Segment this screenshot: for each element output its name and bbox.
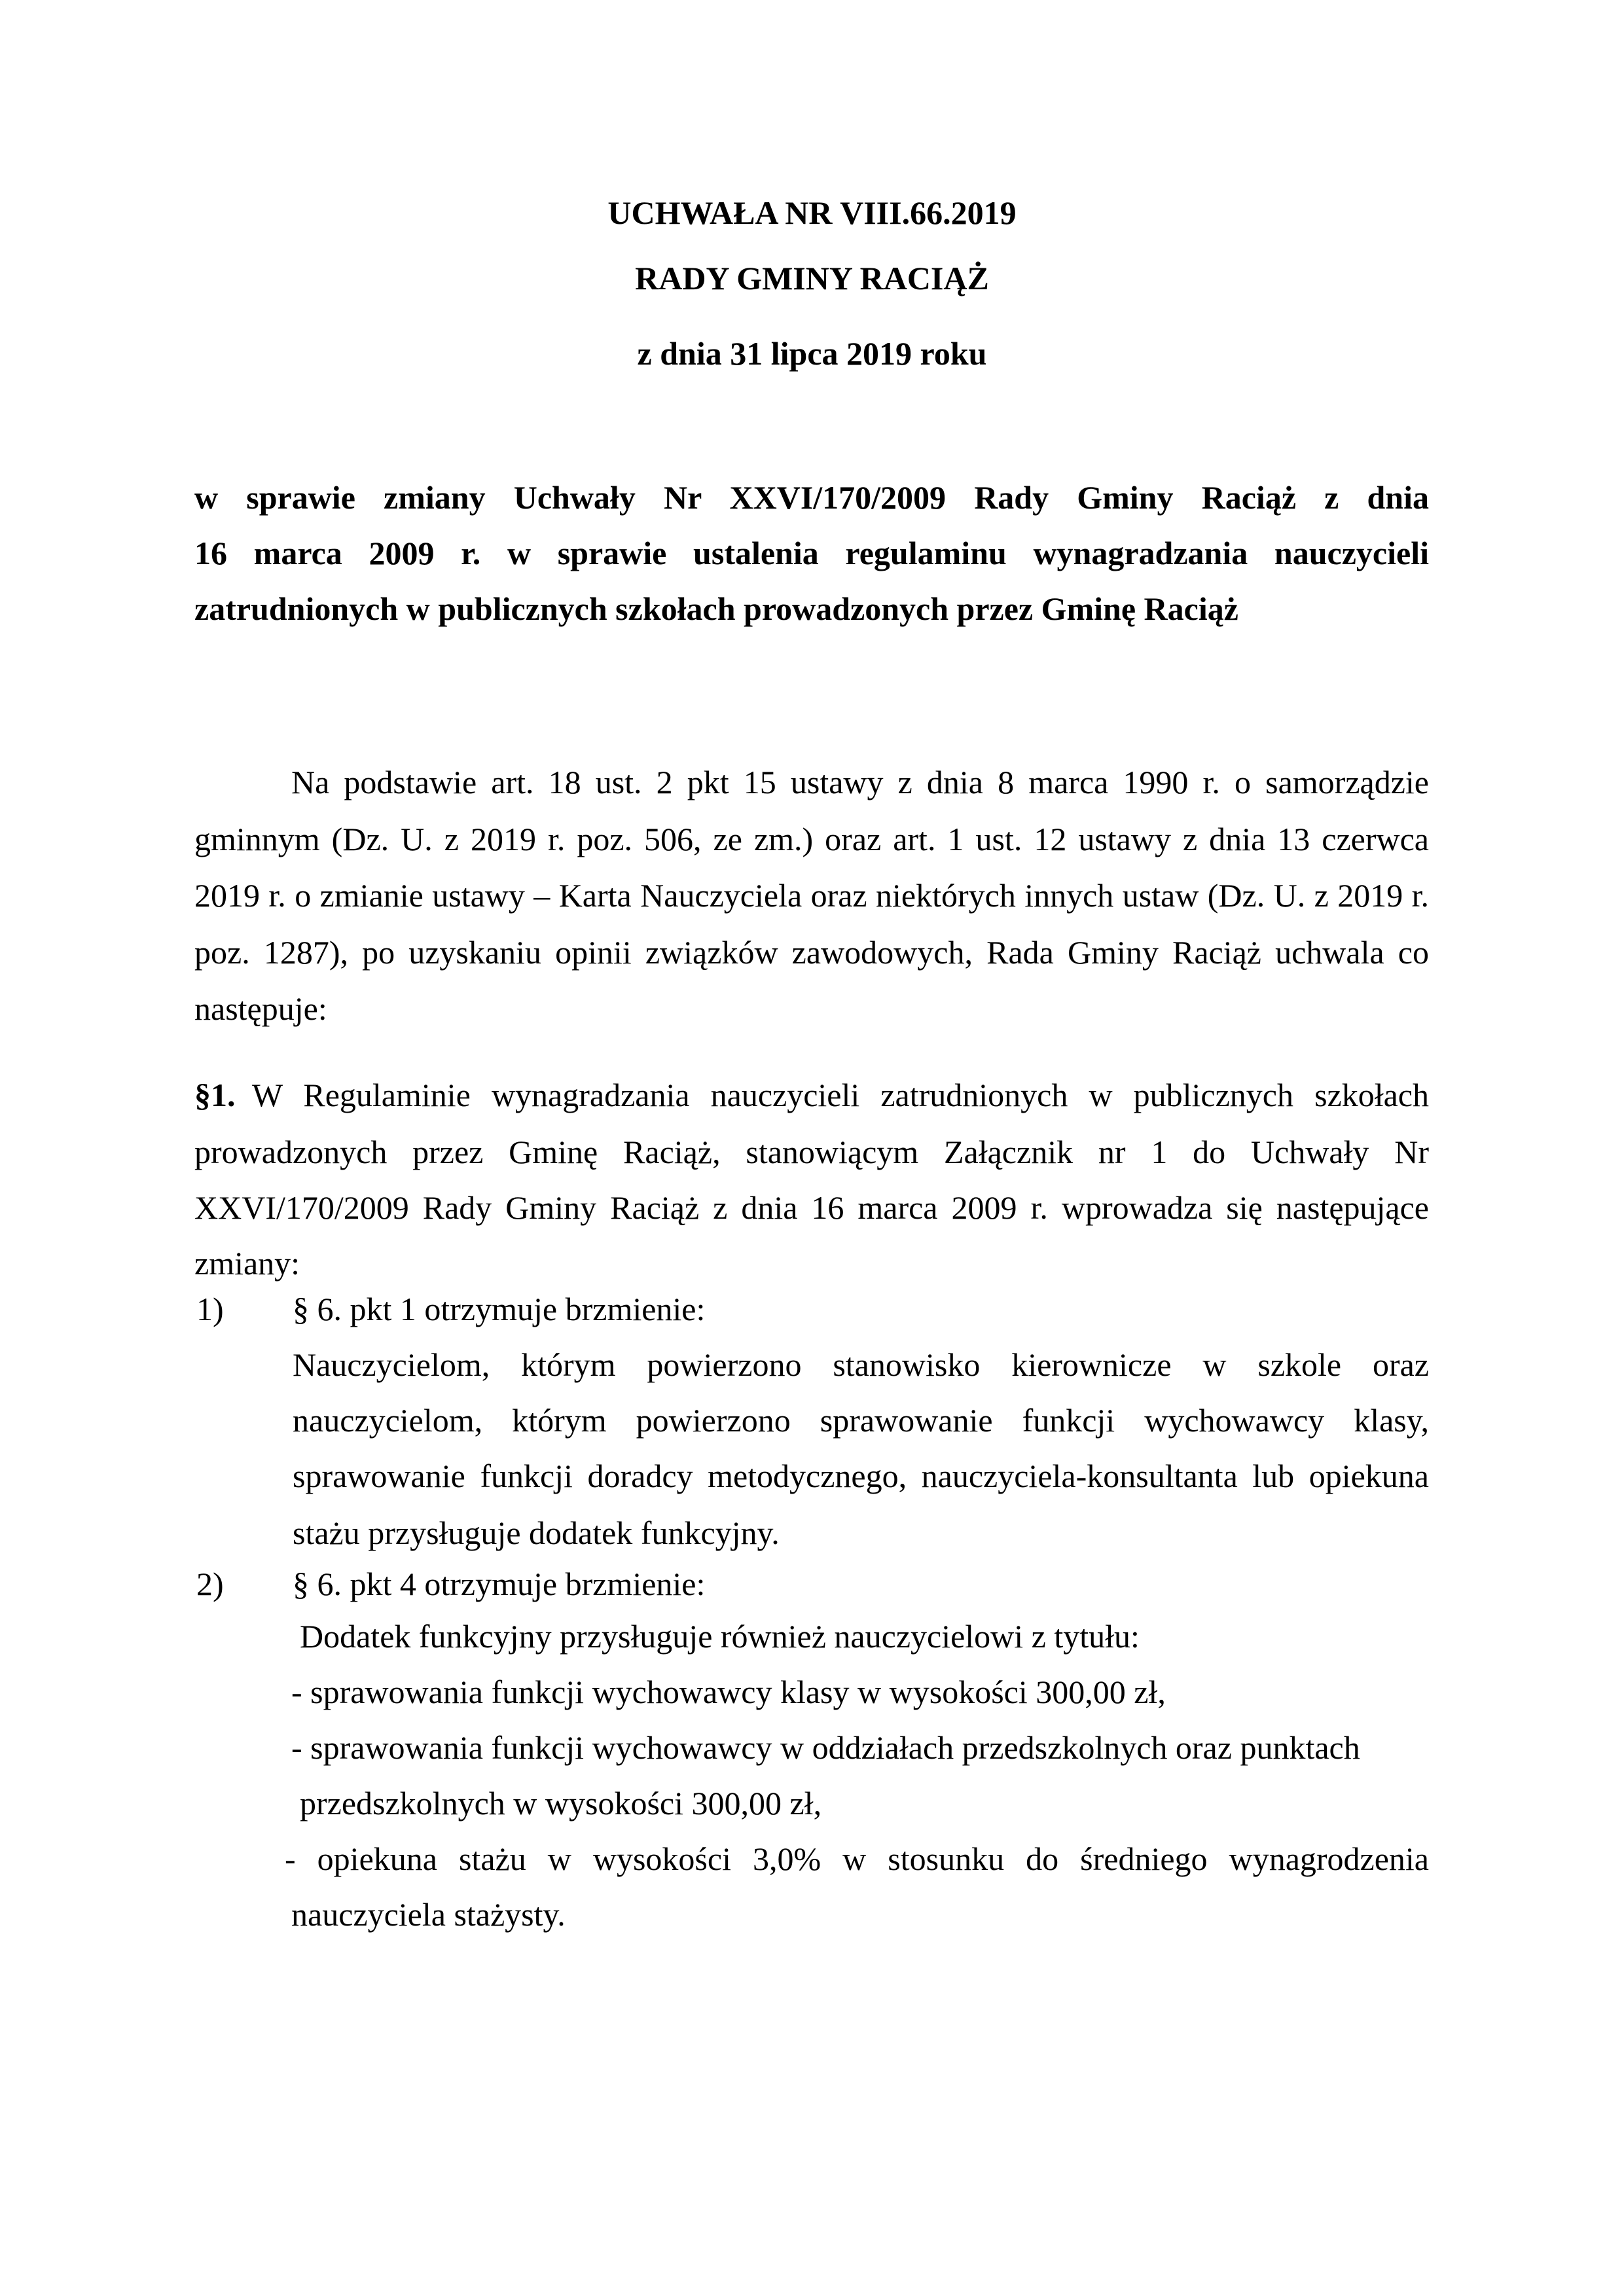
preamble-line: następuje: [194,990,327,1027]
list-item-line: stażu przysługuje dodatek funkcyjny. [293,1515,780,1551]
preamble-line: gminnym (Dz. U. z 2019 r. poz. 506, ze zm.) oraz art. 1 ust. 12 ustawy z dnia 13 czerwca [194,821,1429,857]
subject-line: w sprawie zmiany Uchwały Nr XXVI/170/2009 Rady Gminy Raciąż z dnia [194,479,1429,516]
section-line: XXVI/170/2009 Rady Gminy Raciąż z dnia 16 marca 2009 r. wprowadza się następujące [194,1189,1429,1226]
list-item-line: nauczycielom, którym powierzono sprawowanie funkcji wychowawcy klasy, [293,1402,1429,1439]
council-heading: RADY GMINY RACIĄŻ [635,260,989,296]
section-line: zmiany: [194,1245,300,1282]
section-line: prowadzonych przez Gminę Raciąż, stanowiącym Załącznik nr 1 do Uchwały Nr [194,1134,1429,1170]
list-item-line: Dodatek funkcyjny przysługuje również nauczycielowi z tytułu: [300,1618,1140,1655]
list-item-heading: § 6. pkt 4 otrzymuje brzmienie: [293,1566,706,1602]
section-marker: §1. [194,1077,236,1113]
preamble-line: poz. 1287), po uzyskaniu opinii związków zawodowych, Rada Gminy Raciąż uchwala co [194,934,1429,971]
list-item-line: - sprawowania funkcji wychowawcy klasy w wysokości 300,00 zł, [291,1674,1166,1710]
list-item-line: Nauczycielom, którym powierzono stanowisko kierownicze w szkole oraz [293,1346,1429,1383]
list-item-line: - sprawowania funkcji wychowawcy w oddziałach przedszkolnych oraz punktach [291,1729,1360,1766]
resolution-number-heading: UCHWAŁA NR VIII.66.2019 [607,194,1017,231]
subject-line: 16 marca 2009 r. w sprawie ustalenia regulaminu wynagradzania nauczycieli [194,535,1429,571]
preamble-line: 2019 r. o zmianie ustawy – Karta Nauczyciela oraz niektórych innych ustaw (Dz. U. z 2019 r. [194,877,1429,914]
subject-line: zatrudnionych w publicznych szkołach prowadzonych przez Gminę Raciąż [194,590,1238,627]
list-item-heading: § 6. pkt 1 otrzymuje brzmienie: [293,1291,706,1327]
section-line: W Regulaminie wynagradzania nauczycieli zatrudnionych w publicznych szkołach [252,1077,1429,1113]
list-item-number: 2) [196,1566,224,1602]
list-item-line: przedszkolnych w wysokości 300,00 zł, [300,1785,822,1821]
list-item-line: - opiekuna stażu w wysokości 3,0% w stosunku do średniego wynagrodzenia [285,1840,1429,1877]
preamble-line: Na podstawie art. 18 ust. 2 pkt 15 ustawy z dnia 8 marca 1990 r. o samorządzie [291,764,1429,800]
list-item-line: nauczyciela stażysty. [291,1896,566,1933]
resolution-date-heading: z dnia 31 lipca 2019 roku [637,335,987,372]
list-item-number: 1) [196,1291,224,1327]
list-item-line: sprawowanie funkcji doradcy metodycznego, nauczyciela-konsultanta lub opiekuna [293,1458,1429,1494]
